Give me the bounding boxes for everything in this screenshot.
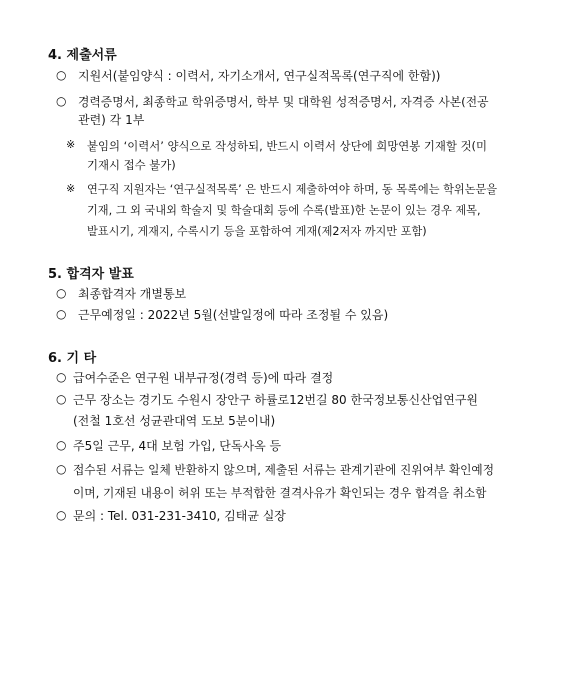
bullet-symbol: ○ — [56, 68, 67, 82]
section-6-item-3: 주5일 근무, 4대 보험 가입, 단독사옥 등 — [73, 439, 282, 453]
section-6-item-2-line-2: (전철 1호선 성균관대역 도보 5분이내) — [73, 414, 276, 428]
section-5-heading: 5. 합격자 발표 — [48, 267, 134, 282]
bullet-symbol: ○ — [56, 438, 67, 452]
section-6-item-4-line-1: 접수된 서류는 일체 반환하지 않으며, 제출된 서류는 관계기관에 진위여부 확인예정 — [73, 463, 495, 477]
section-4-heading: 4. 제출서류 — [48, 48, 117, 63]
bullet-symbol: ○ — [56, 508, 67, 522]
section-4-note-1-line-2: 기재시 접수 불가) — [87, 158, 176, 172]
section-4-item-1: 지원서(붙임양식 : 이력서, 자기소개서, 연구실적목록(연구직에 한함)) — [78, 69, 441, 83]
section-6-item-5: 문의 : Tel. 031-231-3410, 김태균 실장 — [73, 509, 286, 523]
section-6-item-1: 급여수준은 연구원 내부규정(경력 등)에 따라 결정 — [73, 371, 334, 385]
section-6-item-4-line-2: 이며, 기재된 내용이 허위 또는 부적합한 결격사유가 확인되는 경우 합격을 취소함 — [73, 486, 487, 500]
bullet-symbol: ○ — [56, 392, 67, 406]
bullet-symbol: ○ — [56, 94, 67, 108]
section-4-item-2-line-1: 경력증명서, 최종학교 학위증명서, 학부 및 대학원 성적증명서, 자격증 사본(전공 — [78, 95, 489, 109]
bullet-symbol: ○ — [56, 307, 67, 321]
note-symbol: ※ — [66, 182, 76, 195]
section-4-item-2-line-2: 관련) 각 1부 — [78, 113, 145, 127]
bullet-symbol: ○ — [56, 462, 67, 476]
section-6-item-2-line-1: 근무 장소는 경기도 수원시 장안구 하률로12번길 80 한국정보통신산업연구원 — [73, 393, 479, 407]
section-6-heading: 6. 기 타 — [48, 351, 97, 366]
section-5-item-2: 근무예정일 : 2022년 5월(선발일정에 따라 조정될 수 있음) — [78, 308, 389, 322]
bullet-symbol: ○ — [56, 286, 67, 300]
bullet-symbol: ○ — [56, 370, 67, 384]
section-4-note-1-line-1: 붙임의 ‘이력서’ 양식으로 작성하되, 반드시 이력서 상단에 희망연봉 기재할 것(미 — [87, 139, 488, 153]
section-5-item-1: 최종합격자 개별통보 — [78, 287, 187, 301]
note-symbol: ※ — [66, 138, 76, 151]
section-4-note-2-line-3: 발표시기, 게재지, 수록시기 등을 포함하여 게재(제2저자 까지만 포함) — [87, 225, 427, 238]
section-4-note-2-line-1: 연구직 지원자는 ‘연구실적목록’ 은 반드시 제출하여야 하며, 동 목록에는 학위논문을 — [87, 183, 498, 196]
section-4-note-2-line-2: 기재, 그 외 국내외 학술지 및 학술대회 등에 수록(발표)한 논문이 있는 경우 제목, — [87, 204, 481, 217]
